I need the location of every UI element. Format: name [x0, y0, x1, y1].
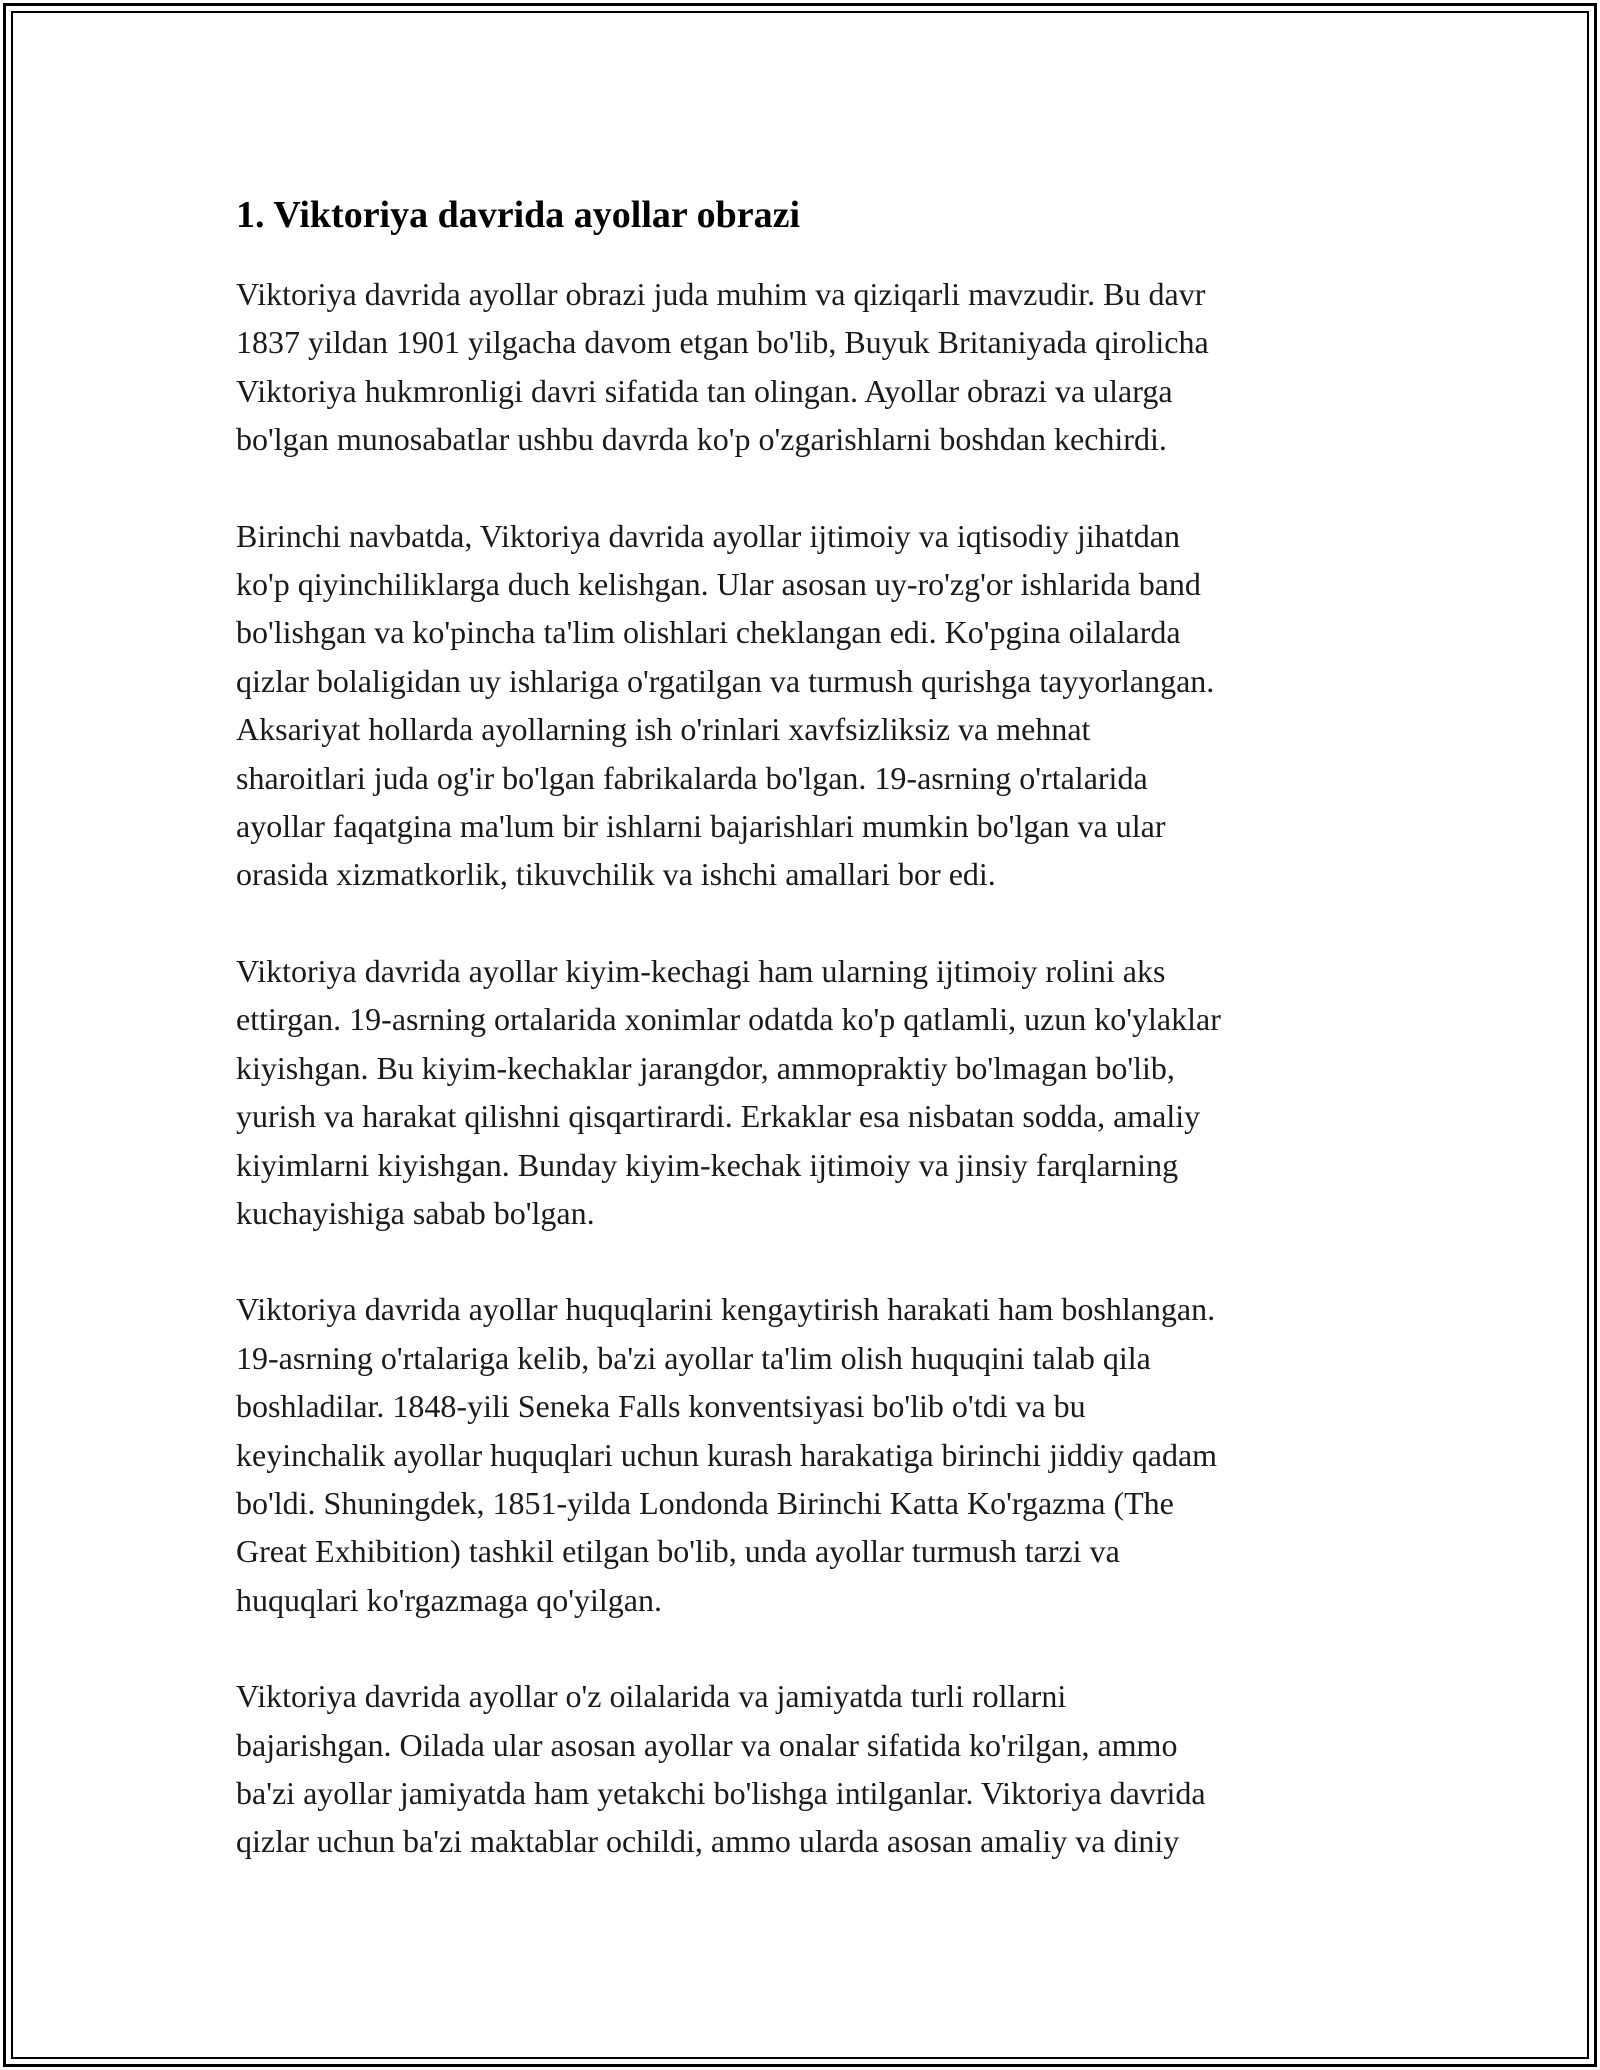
- text-line: boshladilar. 1848-yili Seneka Falls konventsiyasi bo'lib o'tdi va bu: [236, 1388, 1086, 1425]
- text-line: Viktoriya davrida ayollar obrazi juda muhim va qiziqarli mavzudir. Bu davr: [236, 276, 1206, 312]
- text-line: orasida xizmatkorlik, tikuvchilik va ishchi amallari bor edi.: [236, 856, 996, 893]
- text-line: bo'ldi. Shuningdek, 1851-yilda Londonda Birinchi Katta Ko'rgazma (The: [236, 1484, 1174, 1521]
- text-line: Great Exhibition) tashkil etilgan bo'lib, unda ayollar turmush tarzi va: [236, 1533, 1120, 1570]
- text-line: Viktoriya hukmronligi davri sifatida tan olingan. Ayollar obrazi va ularga: [236, 372, 1173, 409]
- text-line: bo'lgan munosabatlar ushbu davrda ko'p o'zgarishlarni boshdan kechirdi.: [236, 421, 1167, 458]
- paragraph-intro: [236, 270, 1406, 464]
- text-line: Aksariyat hollarda ayollarning ish o'rinlari xavfsizliksiz va mehnat: [236, 711, 1091, 748]
- paragraph-clothing: [236, 947, 1406, 1237]
- text-line: ba'zi ayollar jamiyatda ham yetakchi bo'lishga intilganlar. Viktoriya davrida: [236, 1774, 1206, 1811]
- text-line: ko'p qiyinchiliklarga duch kelishgan. Ular asosan uy-ro'zg'or ishlarida band: [236, 566, 1201, 603]
- text-line: kuchayishiga sabab bo'lgan.: [236, 1194, 595, 1231]
- paragraph-social-economic: [236, 512, 1406, 899]
- text-line: bo'lishgan va ko'pincha ta'lim olishlari cheklangan edi. Ko'pgina oilalarda: [236, 614, 1181, 651]
- text-line: 19-asrning o'rtalariga kelib, ba'zi ayollar ta'lim olish huquqini talab qila: [236, 1339, 1151, 1376]
- text-line: keyinchalik ayollar huquqlari uchun kurash harakatiga birinchi jiddiy qadam: [236, 1436, 1218, 1473]
- text-line: bajarishgan. Oilada ular asosan ayollar va onalar sifatida ko'rilgan, ammo: [236, 1726, 1178, 1763]
- text-line: Birinchi navbatda, Viktoriya davrida ayollar ijtimoiy va iqtisodiy jihatdan: [236, 517, 1180, 554]
- text-line: qizlar uchun ba'zi maktablar ochildi, ammo ularda asosan amaliy va diniy: [236, 1823, 1180, 1860]
- text-line: ayollar faqatgina ma'lum bir ishlarni bajarishlari mumkin bo'lgan va ular: [236, 808, 1166, 845]
- document-body: [236, 190, 1406, 1914]
- text-line: qizlar bolaligidan uy ishlariga o'rgatilgan va turmush qurishga tayyorlangan.: [236, 662, 1215, 699]
- text-line: Viktoriya davrida ayollar huquqlarini kengaytirish harakati ham boshlangan.: [236, 1291, 1216, 1328]
- page-title: 1. Viktoriya davrida ayollar obrazi: [236, 194, 801, 236]
- text-line: sharoitlari juda og'ir bo'lgan fabrikalarda bo'lgan. 19-asrning o'rtalarida: [236, 759, 1148, 796]
- paragraph-rights: [236, 1285, 1406, 1624]
- text-line: kiyimlarni kiyishgan. Bunday kiyim-kechak ijtimoiy va jinsiy farqlarning: [236, 1146, 1179, 1183]
- paragraph-roles: [236, 1672, 1406, 1866]
- text-line: 1837 yildan 1901 yilgacha davom etgan bo'lib, Buyuk Britaniyada qirolicha: [236, 324, 1209, 361]
- text-line: yurish va harakat qilishni qisqartirardi. Erkaklar esa nisbatan sodda, amaliy: [236, 1098, 1201, 1135]
- text-line: Viktoriya davrida ayollar kiyim-kechagi ham ularning ijtimoiy rolini aks: [236, 952, 1166, 989]
- text-line: huquqlari ko'rgazmaga qo'yilgan.: [236, 1581, 662, 1618]
- text-line: kiyishgan. Bu kiyim-kechaklar jarangdor, ammopraktiy bo'lmagan bo'lib,: [236, 1049, 1175, 1086]
- text-line: ettirgan. 19-asrning ortalarida xonimlar odatda ko'p qatlamli, uzun ko'ylaklar: [236, 1001, 1221, 1038]
- text-line: Viktoriya davrida ayollar o'z oilalarida va jamiyatda turli rollarni: [236, 1678, 1067, 1715]
